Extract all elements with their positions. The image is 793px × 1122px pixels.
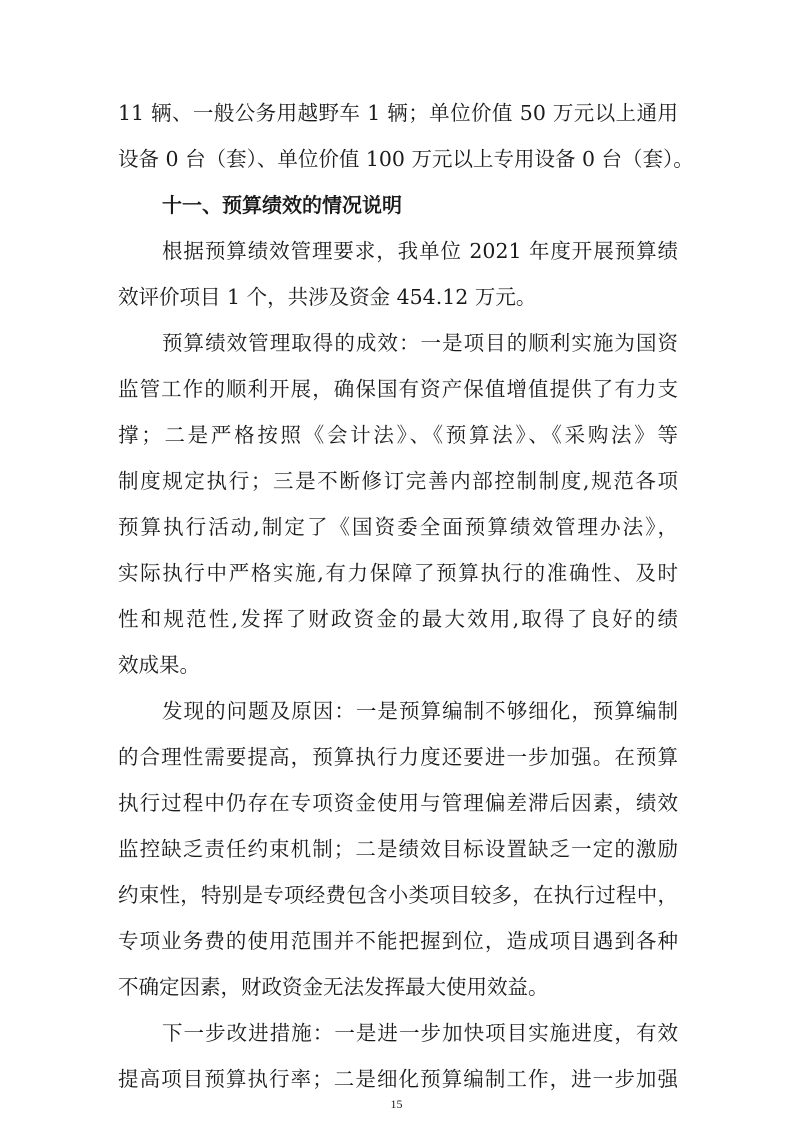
text-line: 11 辆、一般公务用越野车 1 辆；单位价值 50 万元以上通用 (118, 101, 678, 125)
paragraph-2-line: 性和规范性,发挥了财政资金的最大效用,取得了良好的绩 (118, 607, 678, 631)
paragraph-2-line: 效成果。 (118, 653, 200, 677)
paragraph-3-line: 执行过程中仍存在专项资金使用与管理偏差滞后因素，绩效 (118, 791, 678, 815)
paragraph-1-line: 效评价项目 1 个，共涉及资金 454.12 万元。 (118, 285, 537, 309)
paragraph-4-line: 下一步改进措施：一是进一步加快项目实施进度，有效 (162, 1021, 678, 1045)
paragraph-2-line: 预算执行活动,制定了《国资委全面预算绩效管理办法》， (118, 515, 678, 539)
paragraph-3-line: 监控缺乏责任约束机制；二是绩效目标设置缺乏一定的激励 (118, 837, 678, 861)
paragraph-2-line: 撑；二是严格按照《会计法》、《预算法》、《采购法》等 (118, 423, 678, 447)
paragraph-1-line: 根据预算绩效管理要求，我单位 2021 年度开展预算绩 (162, 239, 678, 263)
paragraph-3-line: 不确定因素，财政资金无法发挥最大使用效益。 (118, 975, 549, 999)
paragraph-3-line: 发现的问题及原因：一是预算编制不够细化，预算编制 (162, 699, 678, 723)
paragraph-3-line: 的合理性需要提高，预算执行力度还要进一步加强。在预算 (118, 745, 678, 769)
paragraph-2-line: 实际执行中严格实施,有力保障了预算执行的准确性、及时 (118, 561, 678, 585)
paragraph-4-line: 提高项目预算执行率；二是细化预算编制工作，进一步加强 (118, 1067, 678, 1091)
section-heading: 十一、预算绩效的情况说明 (162, 193, 402, 217)
paragraph-2-line: 预算绩效管理取得的成效：一是项目的顺利实施为国资 (162, 331, 678, 355)
paragraph-2-line: 制度规定执行；三是不断修订完善内部控制制度,规范各项 (118, 469, 678, 493)
paragraph-2-line: 监管工作的顺利开展，确保国有资产保值增值提供了有力支 (118, 377, 678, 401)
paragraph-3-line: 专项业务费的使用范围并不能把握到位，造成项目遇到各种 (118, 929, 678, 953)
text-line: 设备 0 台（套）、单位价值 100 万元以上专用设备 0 台（套）。 (118, 147, 694, 171)
paragraph-3-line: 约束性，特别是专项经费包含小类项目较多，在执行过程中， (118, 883, 678, 907)
page-number: 15 (390, 1097, 403, 1111)
